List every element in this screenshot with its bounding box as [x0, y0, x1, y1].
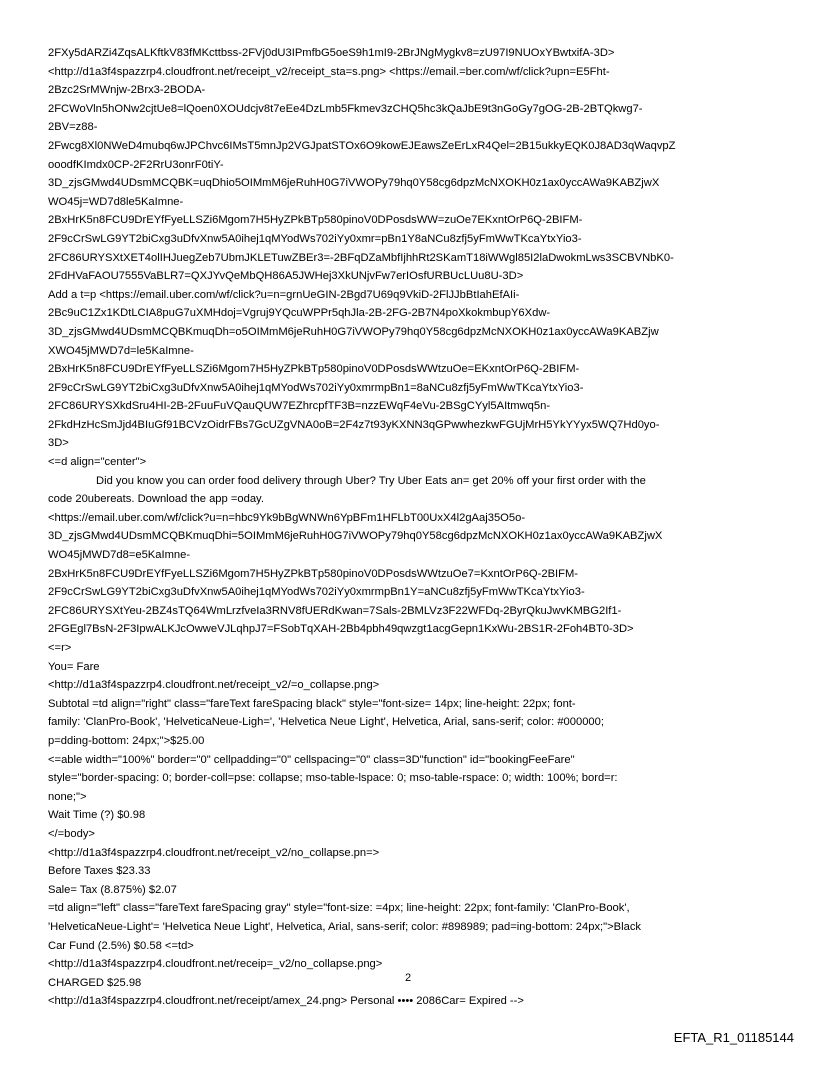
text-line: ooodfKImdx0CP-2F2RrU3onrF0tiY- — [48, 158, 224, 171]
text-line: 2FC86URYSXkdSru4HI-2B-2FuuFuVQauQUW7EZhrcpfTF3B=nzzEWqF4eVu-2BSgCYyl5AItmwq5n- — [48, 400, 551, 413]
text-line: 3D_zjsGMwd4UDsmMCQBKmuqDhi=5OIMmM6jeRuhH0G7iVWOPy79hq0Y58cg6dpzMcNXOKH0z1ax0yccAWa9KABZjwX — [48, 530, 663, 543]
text-line: 2BV=z88- — [48, 121, 98, 134]
text-line: You= Fare — [48, 660, 100, 673]
text-line: <=able width="100%" border="0" cellpadding="0" cellspacing="0" class=3D"function" id="bookingFeeFare" — [48, 753, 575, 766]
text-line: <=d align="center"> — [48, 456, 147, 469]
text-line: WO45jMWD7d8=e5KaImne- — [48, 549, 191, 562]
text-line: family: 'ClanPro-Book', 'HelveticaNeue-Ligh=', 'Helvetica Neue Light', Helvetica, Arial, sans-serif; color: #000000; — [48, 716, 604, 729]
text-line: WO45j=WD7d8le5KaImne- — [48, 195, 184, 208]
text-line: <http://d1a3f4spazzrp4.cloudfront.net/receipt_v2/no_collapse.pn=> — [48, 846, 380, 859]
text-line: 3D_zjsGMwd4UDsmMCQBK=uqDhio5OIMmM6jeRuhH0G7iVWOPy79hq0Y58cg6dpzMcNXOKH0z1ax0yccAWa9KABZjwX — [48, 177, 660, 190]
text-line: 2BxHrK5n8FCU9DrEYfFyeLLSZi6Mgom7H5HyZPkBTp580pinoV0DPosdsWWtzuOe=EKxntOrP6Q-2BIFM- — [48, 363, 580, 376]
text-line: 3D_zjsGMwd4UDsmMCQBKmuqDh=o5OIMmM6jeRuhH0G7iVWOPy79hq0Y58cg6dpzMcNXOKH0z1ax0yccAWa9KABZjw — [48, 325, 659, 338]
document-id: EFTA_R1_01185144 — [673, 1030, 794, 1045]
text-line: Add a t=p <https://email.uber.com/wf/click?u=n=grnUeGIN-2Bgd7U69q9VkiD-2FlJJbBtIahEfAIi- — [48, 288, 520, 301]
text-line: <http://d1a3f4spazzrp4.cloudfront.net/receipt_v2/=o_collapse.png> — [48, 679, 380, 692]
text-line: 2FGEgl7BsN-2F3IpwALKJcOwweVJLqhpJ7=FSobTqXAH-2Bb4pbh49qwzgt1acgGepn1KxWu-2BS1R-2Foh4BT0-3D> — [48, 623, 634, 636]
text-line: 2FkdHzHcSmJjd4BIuGf91BCVzOidrFBs7GcUZgVNA0oB=2F4z7t93yKXNN3qGPwwhezkwFGUjMrH5YkYYyx5WQ7Hd0yo- — [48, 418, 660, 431]
text-line: Wait Time (?) $0.98 — [48, 809, 146, 822]
text-line: 3D> — [48, 437, 69, 450]
text-line: <https://email.uber.com/wf/click?u=n=hbc9Yk9bBgWNWn6YpBFm1HFLbT00UxX4l2gAaj35O5o- — [48, 511, 526, 524]
text-line: 2FC86URYSXtXET4olIHJuegZeb7UbmJKLETuwZBEr3=-2BFqDZaMbfIjhhRt2SKamT18iWWgl85I2laDwokmLws3SCBVNbK0- — [48, 251, 674, 264]
text-line: XWO45jMWD7d=le5KaImne- — [48, 344, 194, 357]
text-line: 2Fwcg8Xl0NWeD4mubq6wJPChvc6IMsT5mnJp2VGJpatSTOx6O9kowEJEawsZeErLxR4Qel=2B15ukkyEQK0J8AD3qWaqvpZ — [48, 139, 676, 152]
text-line: none;"> — [48, 790, 87, 803]
text-line: Sale= Tax (8.875%) $2.07 — [48, 883, 177, 896]
text-line: 2Bc9uC1Zx1KDtLCIA8puG7uXMHdoj=Vgruj9YQcuWPPr5qhJla-2B-2FG-2B7N4poXkokmbupY6Xdw- — [48, 307, 551, 320]
text-line: 2BxHrK5n8FCU9DrEYfFyeLLSZi6Mgom7H5HyZPkBTp580pinoV0DPosdsWW=zuOe7EKxntOrP6Q-2BIFM- — [48, 214, 583, 227]
text-line: 2F9cCrSwLG9YT2biCxg3uDfvXnw5A0ihej1qMYodWs702iYy0xmrmpBn1Y=aNCu8zfj5yFmWwTKcaYtxYio3- — [48, 586, 585, 599]
text-line: <http://d1a3f4spazzrp4.cloudfront.net/receipt_v2/receipt_sta=s.png> <https://email.=ber.com/wf/click?upn=E5Fht- — [48, 65, 610, 78]
document-body — [48, 44, 776, 1011]
text-line: =td align="left" class="fareText fareSpacing gray" style="font-size: =4px; line-height: 22px; font-family: 'ClanPro-Book', — [48, 902, 630, 915]
text-line: Subtotal =td align="right" class="fareText fareSpacing black" style="font-size= 14px; line-height: 22px; font- — [48, 697, 576, 710]
text-line: CHARGED $25.98 — [48, 976, 142, 989]
text-line: <http://d1a3f4spazzrp4.cloudfront.net/receip=_v2/no_collapse.png> — [48, 958, 383, 971]
text-line: 'HelveticaNeue-Light'= 'Helvetica Neue Light', Helvetica, Arial, sans-serif; color: #898989; pad=ing-bottom: 24px;">Black — [48, 920, 642, 933]
page-number: 2 — [404, 972, 412, 984]
text-line: 2F9cCrSwLG9YT2biCxg3uDfvXnw5A0ihej1qMYodWs702iYy0xmrmpBn1=8aNCu8zfj5yFmWwTKcaYtxYio3- — [48, 381, 584, 394]
text-line: </=body> — [48, 827, 95, 840]
text-line: 2FCWoVln5hONw2cjtUe8=lQoen0XOUdcjv8t7eEe4DzLmb5Fkmev3zCHQ5hc3kQaJbE9t3nGoGy7gOG-2B-2BTQkwg7- — [48, 102, 643, 115]
text-line: 2FdHVaFAOU7555VaBLR7=QXJYvQeMbQH86A5JWHej3XkUNjvFw7erIOsfURBUcLUu8U-3D> — [48, 270, 524, 283]
text-line: 2FXy5dARZi4ZqsALKftkV83fMKcttbss-2FVj0dU3IPmfbG5oeS9h1mI9-2BrJNgMygkv8=zU97I9NUOxYBwtxifA-3D> — [48, 47, 615, 59]
text-line: style="border-spacing: 0; border-coll=pse: collapse; mso-table-lspace: 0; mso-table-rspace: 0; width: 100%; bord=r: — [48, 772, 618, 785]
text-line: 2FC86URYSXtYeu-2BZ4sTQ64WmLrzfveIa3RNV8fUERdKwan=7Sals-2BMLVz3F22WFDq-2ByrQkuJwvKMBG2If1- — [48, 604, 622, 617]
text-line: Car Fund (2.5%) $0.58 <=td> — [48, 939, 194, 952]
text-line: code 20ubereats. Download the app =oday. — [48, 493, 264, 506]
text-line: <http://d1a3f4spazzrp4.cloudfront.net/receipt/amex_24.png> Personal •••• 2086Car= Expired --> — [48, 995, 524, 1008]
text-line: Before Taxes $23.33 — [48, 865, 151, 878]
text-line: <=r> — [48, 642, 72, 654]
text-line: 2Bzc2SrMWnjw-2Brx3-2BODA- — [48, 84, 206, 97]
text-line: p=dding-bottom: 24px;">$25.00 — [48, 734, 205, 747]
text-line: 2F9cCrSwLG9YT2biCxg3uDfvXnw5A0ihej1qMYodWs702iYy0xmr=pBn1Y8aNCu8zfj5yFmWwTKcaYtxYio3- — [48, 232, 582, 245]
text-line: 2BxHrK5n8FCU9DrEYfFyeLLSZi6Mgom7H5HyZPkBTp580pinoV0DPosdsWWtzuOe7=KxntOrP6Q-2BIFM- — [48, 567, 579, 580]
promo-text-line: Did you know you can order food delivery through Uber? Try Uber Eats an= get 20% off your first order with the — [96, 474, 646, 487]
